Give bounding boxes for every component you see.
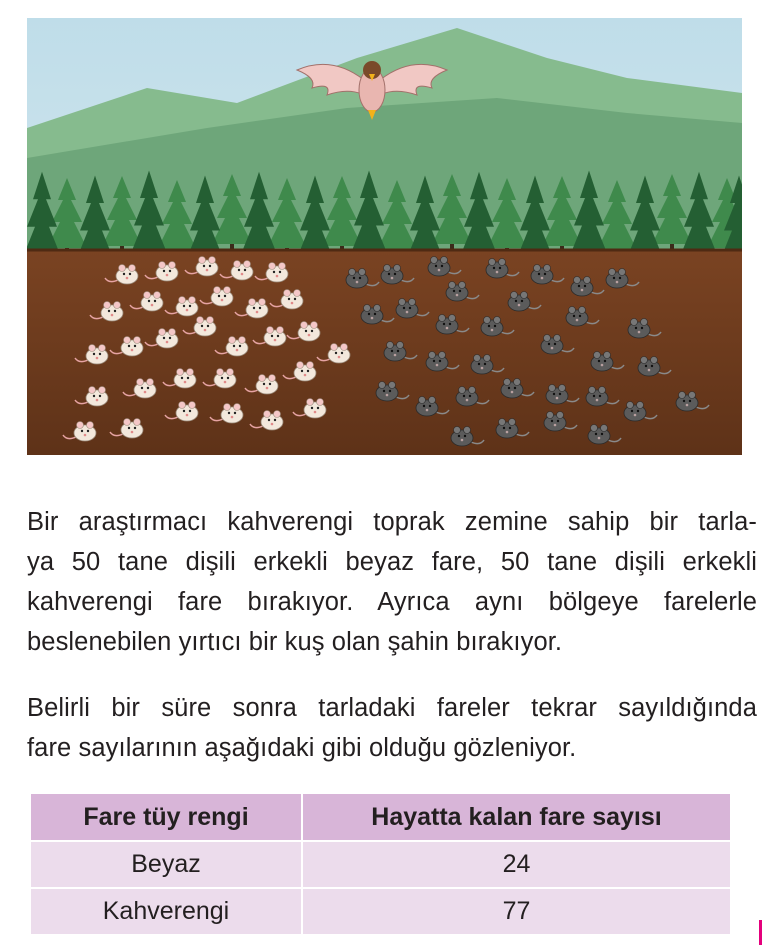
observation-line-1: Belirli bir süre sonra tarladaki fareler tekrar sayıldığında bbox=[27, 694, 757, 722]
intro-line-1: Bir araştırmacı kahverengi toprak zemine sahip bir tarla- bbox=[27, 508, 757, 536]
intro-line-4: beslenebilen yırtıcı bir kuş olan şahin bırakıyor. bbox=[27, 628, 563, 656]
table-row bbox=[30, 841, 731, 888]
survival-table bbox=[29, 792, 732, 936]
field-illustration bbox=[27, 18, 742, 455]
intro-line-3: kahverengi fare bırakıyor. Ayrıca aynı bölgeye farelerle bbox=[27, 588, 757, 616]
cell-count-brown: 77 bbox=[302, 888, 731, 935]
table-header-row bbox=[30, 793, 731, 841]
observation-line-2: fare sayılarının aşağıdaki gibi olduğu gözleniyor. bbox=[27, 734, 577, 762]
intro-line-2: ya 50 tane dişili erkekli beyaz fare, 50 tane dişili erkekli bbox=[27, 548, 757, 576]
intro-paragraph bbox=[27, 502, 757, 662]
cell-count-white: 24 bbox=[302, 841, 731, 888]
observation-paragraph bbox=[27, 688, 757, 768]
header-surviving-count: Hayatta kalan fare sayısı bbox=[302, 793, 731, 841]
field-scene bbox=[27, 18, 742, 455]
header-fur-color: Fare tüy rengi bbox=[30, 793, 302, 841]
cell-color-white: Beyaz bbox=[30, 841, 302, 888]
cell-color-brown: Kahverengi bbox=[30, 888, 302, 935]
table-row bbox=[30, 888, 731, 935]
